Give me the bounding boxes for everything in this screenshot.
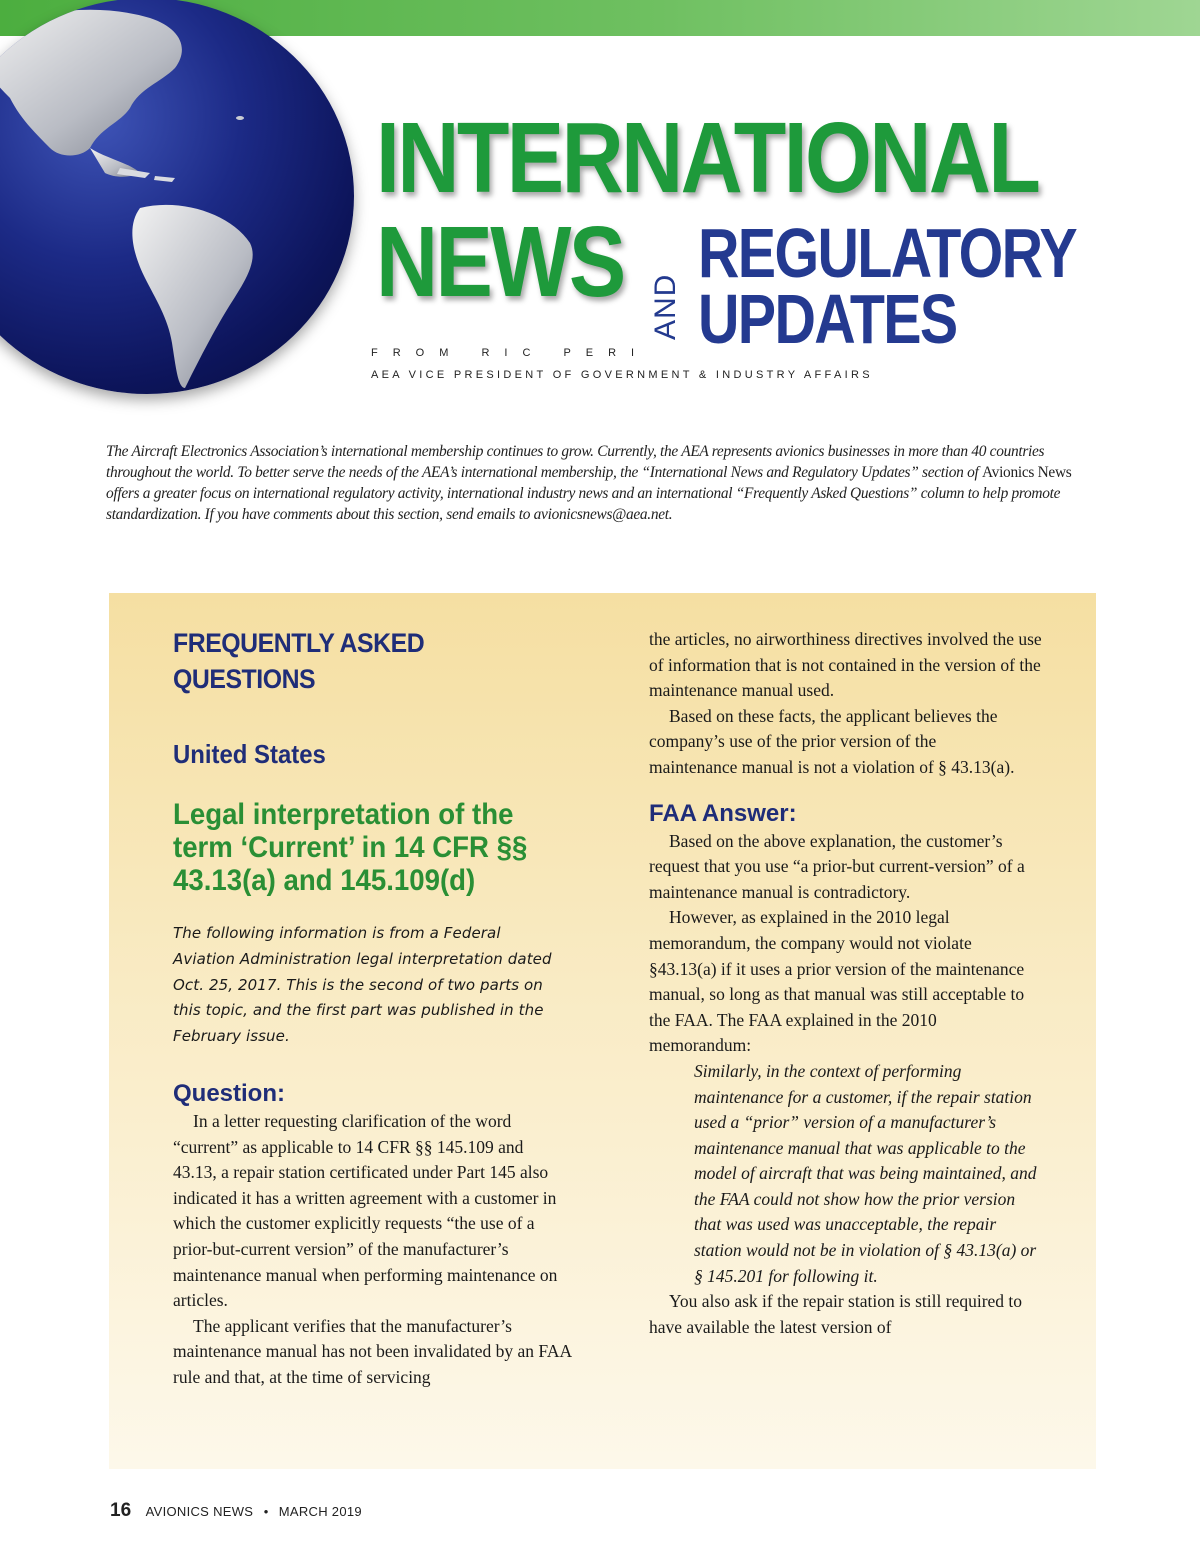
question-heading: Question: (173, 1079, 285, 1107)
footer-separator: • (263, 1504, 269, 1519)
memorandum-quote: Similarly, in the context of performing maintenance for a customer, if the repair station used a “prior” version of a manufacturer’s maintenance manual that was applicable to the model of aircraft that was being maintained, and the FAA could not show how the prior version that was used was unacceptable, the repair station would not be in violation of § 43.13(a) or § 145.201 for following it. (694, 1060, 1037, 1286)
faq-right-column (649, 627, 1059, 1340)
question-paragraph-1: In a letter requesting clarification of the word “current” as applicable to 14 CFR §§ 145.109 and 43.13, a repair station certificated under Part 145 also indicated it has a written agreement with a customer in which the customer explicitly requests “the use of a prior-but-current version” of the manufacturer’s maintenance manual when performing maintenance on articles. (173, 1110, 558, 1311)
title-regulatory: REGULATORY (698, 214, 1076, 292)
faq-heading: FREQUENTLY ASKED QUESTIONS (173, 628, 425, 694)
intro-part1: The Aircraft Electronics Association’s international membership continues to grow. Currently, the AEA represents avionics businesses in more than 40 countries throughout the world. To better serve the needs of the AEA’s international membership, the “International News and Regulatory Updates” section of (106, 443, 1045, 481)
globe-illustration (0, 0, 354, 394)
page-footer (110, 1500, 362, 1522)
title-and: AND (649, 273, 682, 340)
article-title: Legal interpretation of the term ‘Current’ in 14 CFR §§ 43.13(a) and 145.109(d) (173, 798, 528, 897)
footer-date: MARCH 2019 (278, 1504, 362, 1519)
title-news: NEWS (376, 206, 624, 318)
answer-heading: FAA Answer: (649, 799, 797, 827)
question-paragraph-2: The applicant verifies that the manufacturer’s maintenance manual has not been invalidated by an FAA rule and that, at the time of servicing (173, 1315, 572, 1387)
faq-left-column (173, 625, 583, 1391)
answer-paragraph-3: You also ask if the repair station is still required to have available the latest version of (649, 1291, 1023, 1337)
section-title (376, 102, 1116, 368)
page-number: 16 (110, 1500, 132, 1521)
byline-role: AEA VICE PRESIDENT OF GOVERNMENT & INDUSTRY AFFAIRS (371, 369, 873, 381)
country-heading: United States (173, 739, 326, 769)
answer-paragraph-2: However, as explained in the 2010 legal memorandum, the company would not violate §43.13(a) if it uses a prior version of the maintenance manual, so long as that manual was still acceptable to the FAA. The FAA explained in the 2010 memorandum: (649, 907, 1025, 1056)
right-paragraph-1: the articles, no airworthiness directives involved the use of information that is not contained in the version of the maintenance manual used. (649, 629, 1042, 701)
right-paragraph-2: Based on these facts, the applicant believes the company’s use of the prior version of the maintenance manual is not a violation of § 43.13(a). (649, 705, 1015, 777)
footer-publication: AVIONICS NEWS (145, 1504, 254, 1519)
title-international: INTERNATIONAL (376, 102, 1039, 214)
title-updates: UPDATES (698, 280, 957, 358)
intro-paragraph (106, 441, 1102, 525)
intro-publication: Avionics News (982, 464, 1072, 481)
answer-paragraph-1: Based on the above explanation, the customer’s request that you use “a prior-but current-version” of a maintenance manual is contradictory. (649, 830, 1025, 902)
byline-author: FROM RIC PERI (371, 347, 650, 359)
article-lead: The following information is from a Federal Aviation Administration legal interpretation dated Oct. 25, 2017. This is the second of two parts on this topic, and the first part was published in the February issue. (173, 924, 552, 1046)
intro-part2: offers a greater focus on international regulatory activity, international industry news and an international “Frequently Asked Questions” column to help promote standardization. If you have comments about this section, send emails to avionicsnews@aea.net. (106, 485, 1061, 523)
